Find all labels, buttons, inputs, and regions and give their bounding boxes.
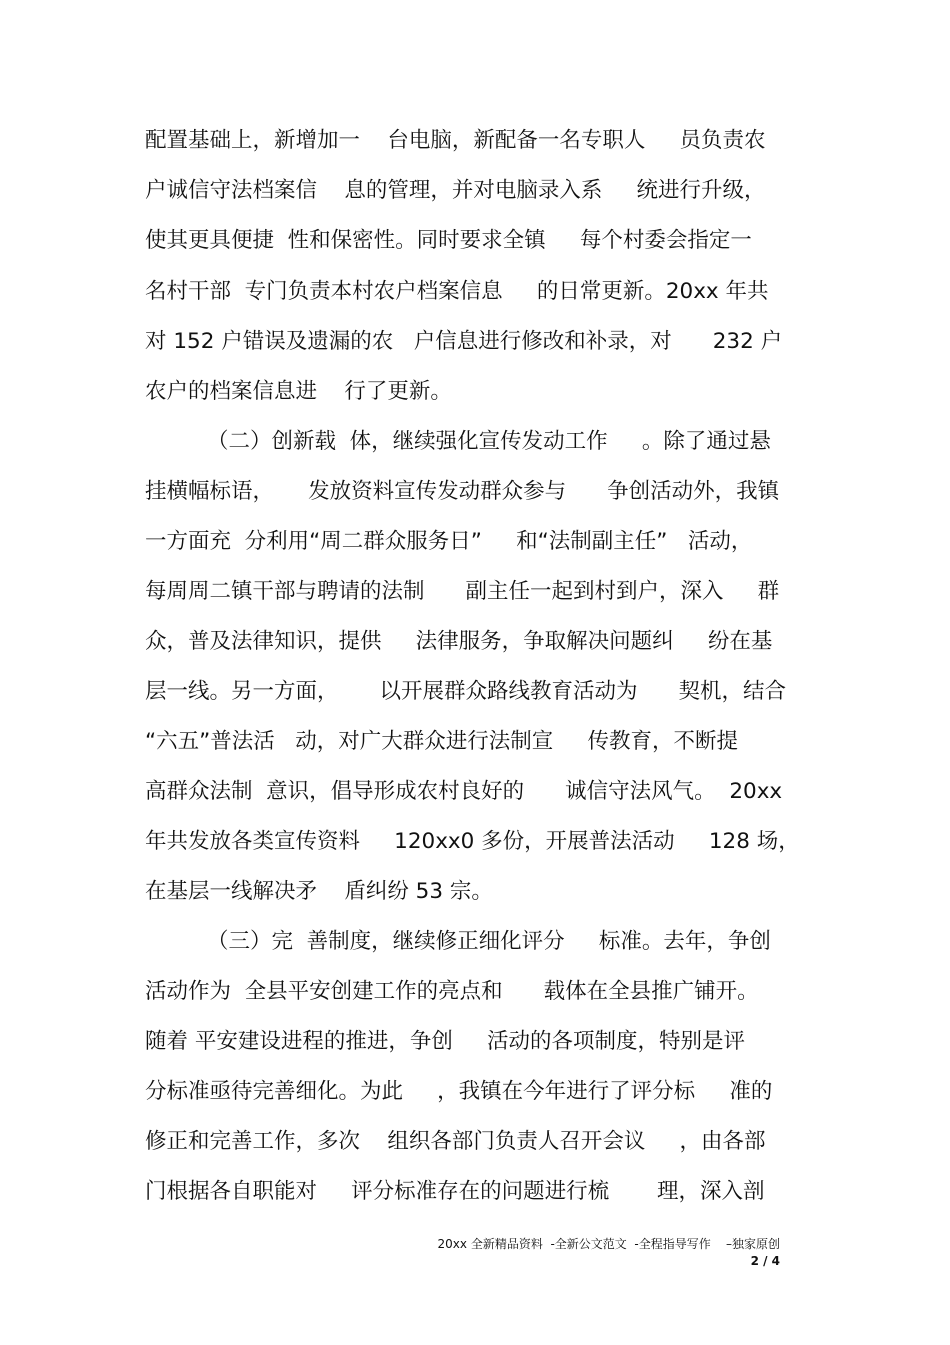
body-line: 年共发放各类宣传资料 120xx0 多份，开展普法活动 128 场，	[145, 829, 800, 854]
body-line: 门根据各自职能对 评分标准存在的问题进行梳 理，深入剖	[145, 1179, 765, 1204]
body-line: 随着 平安建设进程的推进，争创 活动的各项制度，特别是评	[145, 1029, 746, 1054]
body-line: 户诚信守法档案信 息的管理，并对电脑录入系 统进行升级，	[145, 178, 766, 203]
body-line: 农户的档案信息进 行了更新。	[145, 379, 452, 404]
paragraph-heading-line: （三）完 善制度，继续修正细化评分 标准。去年，争创	[207, 929, 771, 954]
body-line: 名村干部 专门负责本村农户档案信息 的日常更新。20xx 年共	[145, 279, 769, 304]
body-line: 修正和完善工作，多次 组织各部门负责人召开会议 ，由各部	[145, 1129, 766, 1154]
body-line: 对 152 户错误及遗漏的农 户信息进行修改和补录，对 232 户	[145, 329, 783, 354]
body-line: 高群众法制 意识，倡导形成农村良好的 诚信守法风气。 20xx	[145, 779, 783, 804]
body-line: 活动作为 全县平安创建工作的亮点和 载体在全县推广铺开。	[145, 979, 759, 1004]
body-line: “六五”普法活 动，对广大群众进行法制宣 传教育，不断提	[145, 729, 738, 754]
body-line: 配置基础上，新增加一 台电脑，新配备一名专职人 员负责农	[145, 128, 766, 153]
body-line: 一方面充 分利用“周二群众服务日” 和“法制副主任” 活动，	[145, 529, 753, 554]
body-line: 层一线。另一方面， 以开展群众路线教育活动为 契机，结合	[145, 679, 787, 704]
paragraph-heading-line: （二）创新载 体，继续强化宣传发动工作 。除了通过悬	[207, 429, 771, 454]
body-line: 挂横幅标语， 发放资料宣传发动群众参与 争创活动外，我镇	[145, 479, 780, 504]
page-footer: 20xx 全新精品资料 -全新公文范文 -全程指导写作 –独家原创	[437, 1237, 780, 1251]
body-line: 使其更具便捷 性和保密性。同时要求全镇 每个村委会指定一	[145, 228, 752, 253]
page-number: 2 / 4	[750, 1254, 780, 1268]
body-line: 众，普及法律知识，提供 法律服务，争取解决问题纠 纷在基	[145, 629, 773, 654]
body-line: 分标准亟待完善细化。为此 ，我镇在今年进行了评分标 准的	[145, 1079, 773, 1104]
body-line: 在基层一线解决矛 盾纠纷 53 宗。	[145, 879, 493, 904]
body-line: 每周周二镇干部与聘请的法制 副主任一起到村到户，深入 群	[145, 579, 780, 604]
